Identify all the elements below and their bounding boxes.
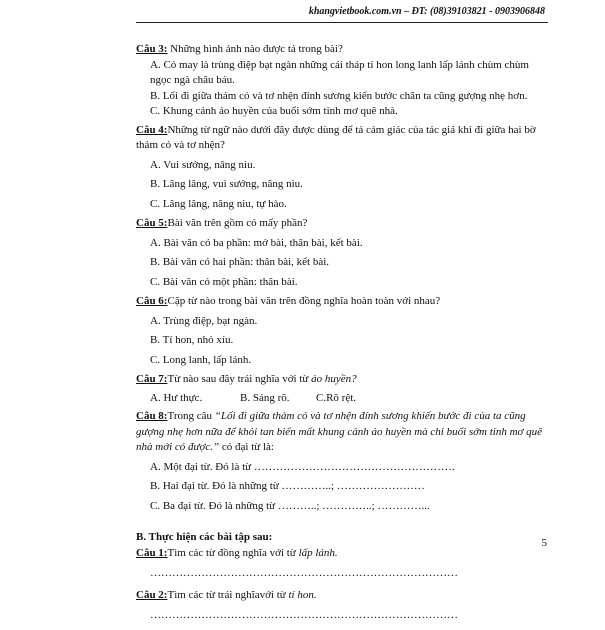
question-label: Câu 4: bbox=[136, 123, 168, 136]
answer-option: C. Khung cảnh ảo huyền của buổi sớm tinh mơ quê nhà. bbox=[150, 105, 398, 117]
answer-option: C. Long lanh, lấp lánh. bbox=[150, 353, 252, 366]
fill-in-line: A. Một đại từ. Đó là từ ………………………………………………. bbox=[150, 460, 455, 473]
answer-option: B. Bài văn có hai phần: thân bài, kết bài. bbox=[150, 256, 330, 268]
answer-option: A. Vui sướng, nâng niu. bbox=[150, 158, 256, 171]
question-label: Câu 3: bbox=[136, 43, 168, 55]
question-8 bbox=[136, 409, 550, 456]
exercise-text: Tìm các từ trái nghĩavới từ bbox=[167, 588, 289, 601]
question-text: Từ nào sau đây trái nghĩa với từ bbox=[167, 373, 312, 385]
page-number: 5 bbox=[541, 537, 547, 549]
answer-option: A. Bài văn có ba phần: mở bài, thân bài, kết bài. bbox=[150, 236, 363, 249]
question-text: Những hình ảnh nào được tả trong bài? bbox=[167, 43, 343, 55]
question-7 bbox=[136, 372, 550, 388]
answer-option: C. Lâng lâng, nâng niu, tự hào. bbox=[150, 197, 287, 210]
answer-option: A. Trùng điệp, bạt ngàn. bbox=[150, 314, 258, 327]
answer-dots: ………………………………………………………………………… bbox=[150, 567, 458, 579]
exercise-keyword: tí hon. bbox=[288, 588, 317, 601]
page-header: khangvietbook.com.vn – ĐT: (08)39103821 - 0903906848 bbox=[308, 6, 545, 17]
question-text-end: có đại từ là: bbox=[219, 441, 274, 453]
exercise-keyword: lấp lánh. bbox=[298, 546, 338, 559]
question-text: Trong câu bbox=[167, 410, 215, 422]
answer-option: B. Lâng lâng, vui sướng, nâng niu. bbox=[150, 178, 303, 190]
question-label: Câu 8: bbox=[136, 410, 168, 422]
question-label: Câu 6: bbox=[136, 295, 168, 307]
answer-option: C.Rõ rệt. bbox=[316, 391, 357, 404]
question-3 bbox=[136, 42, 550, 58]
fill-in-line: B. Hai đại từ. Đó là những từ …………..; …………………… bbox=[150, 480, 425, 492]
question-6 bbox=[136, 294, 550, 310]
header-rule bbox=[136, 22, 548, 23]
question-5 bbox=[136, 216, 550, 232]
answer-option: B. Lối đi giữa thảm cỏ và tơ nhện đính sương kiến bước chân ta cũng gượng nhẹ hơn. bbox=[150, 89, 528, 102]
exercise-label: Câu 1: bbox=[136, 546, 168, 559]
question-text: Những từ ngữ nào dưới đây được dùng để tả cảm giác của tác giả khi đi giữa hai bờ thảm cỏ và tơ nhện? bbox=[136, 123, 536, 151]
answer-option: B. Sáng rõ. bbox=[240, 391, 290, 404]
question-keyword: ảo huyền? bbox=[311, 373, 357, 385]
exercise-label: Câu 2: bbox=[136, 588, 168, 601]
question-4 bbox=[136, 123, 550, 154]
answer-option: A. Cỏ may là trùng điệp bạt ngàn những cái tháp tí hon long lanh lấp lánh chùm chùm ngọc ngà châu báu. bbox=[150, 58, 529, 86]
exercise-1 bbox=[136, 546, 550, 562]
question-text: Cặp từ nào trong bài văn trên đồng nghĩa hoàn toàn với nhau? bbox=[167, 295, 441, 307]
page-content bbox=[136, 42, 550, 630]
answer-option: B. Tí hon, nhỏ xíu. bbox=[150, 334, 234, 346]
answer-option: A. Hư thực. bbox=[150, 391, 203, 404]
exercise-text: Tìm các từ đồng nghĩa với từ bbox=[167, 546, 299, 559]
answer-dots: ………………………………………………………………………… bbox=[150, 609, 458, 621]
fill-in-line: C. Ba đại từ. Đó là những từ ………..; …………..; …………... bbox=[150, 499, 430, 512]
question-quote: “Lối đi giữa thảm cỏ và tơ nhện đính sương khiến bước đi của ta cũng gượng nhẹ hơn nữa để khỏi tan biến mất khung cảnh ảo huyền mà chỉ buổi sớm tinh mơ quê nhà mới có được.” bbox=[136, 410, 543, 453]
question-label: Câu 5: bbox=[136, 217, 168, 229]
exercise-2 bbox=[136, 588, 550, 604]
question-text: Bài văn trên gồm có mấy phần? bbox=[167, 217, 308, 229]
answer-row bbox=[150, 391, 550, 407]
answer-option: C. Bài văn có một phần: thân bài. bbox=[150, 275, 298, 288]
question-label: Câu 7: bbox=[136, 373, 168, 385]
section-b-title: B. Thực hiện các bài tập sau: bbox=[136, 531, 273, 543]
